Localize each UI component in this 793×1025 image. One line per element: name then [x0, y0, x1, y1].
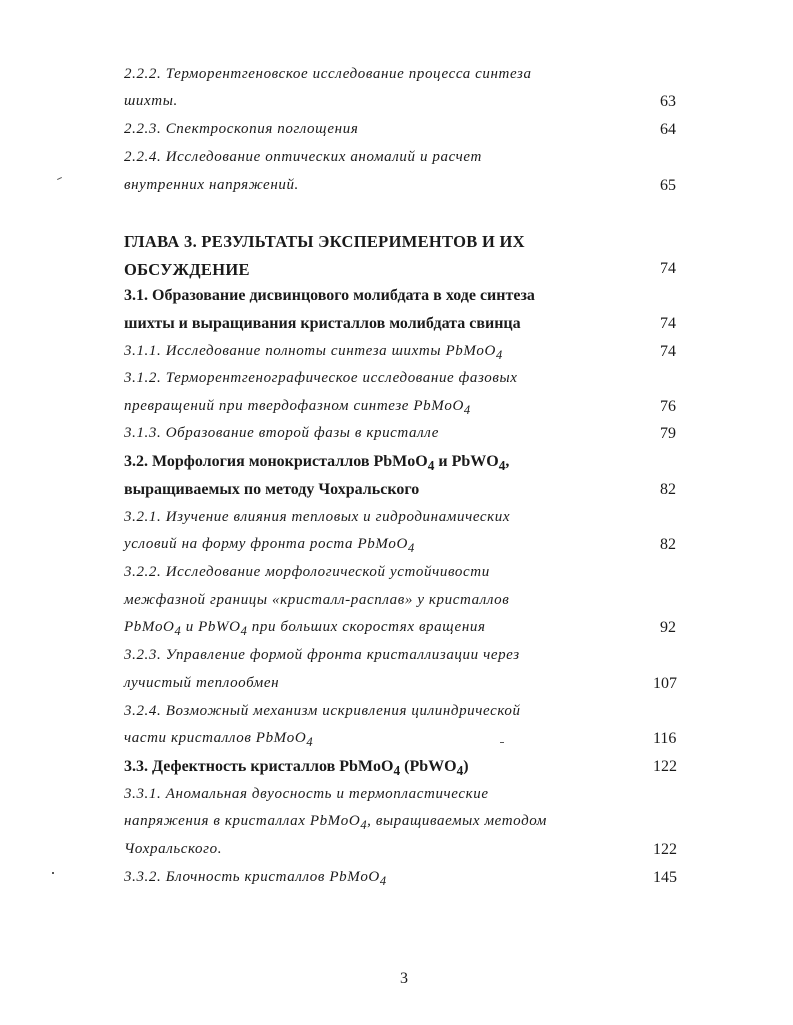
toc-entry-3-2-4-line1: 3.2.4. Возможный механизм искривления цилиндрической — [124, 703, 521, 719]
toc-entry-2-2-4-line2: внутренних напряжений. — [124, 177, 299, 193]
toc-page-3-2-3: 107 — [653, 675, 677, 692]
toc-chapter-3-line2: ОБСУЖДЕНИЕ — [124, 260, 250, 279]
toc-entry-3-2-3-line2: лучистый теплообмен — [124, 675, 280, 691]
toc-entry-3-2-1-line2: условий на форму фронта роста PbMoO$_4$ — [124, 536, 415, 555]
scan-speck — [500, 742, 504, 743]
toc-entry-2-2-2-line1: 2.2.2. Терморентгеновское исследование процесса синтеза — [124, 66, 532, 82]
toc-chapter-3-line1: ГЛАВА 3. РЕЗУЛЬТАТЫ ЭКСПЕРИМЕНТОВ И ИХ — [124, 232, 525, 251]
toc-entry-3-2-2-line1: 3.2.2. Исследование морфологической устойчивости — [124, 564, 490, 580]
toc-page-3-3-1: 122 — [653, 841, 677, 858]
toc-section-3-2-line1: 3.2. Морфология монокристаллов PbMoO$_4$ и PbWO$_4$, — [124, 453, 510, 474]
toc-page-2-2-4: 65 — [660, 177, 676, 194]
toc-entry-3-3-1-line3: Чохральского. — [124, 841, 223, 857]
toc-page-3-2-1: 82 — [660, 536, 676, 553]
toc-entry-3-2-1-line1: 3.2.1. Изучение влияния тепловых и гидродинамических — [124, 509, 511, 525]
toc-page-2-2-3: 64 — [660, 121, 676, 138]
toc-page-3-1: 74 — [660, 315, 676, 332]
scan-speck — [57, 177, 62, 180]
toc-entry-3-1-3: 3.1.3. Образование второй фазы в кристалле — [124, 425, 440, 441]
toc-entry-3-3-1-line2: напряжения в кристаллах PbMoO$_4$, выращиваемых методом — [124, 813, 547, 832]
toc-entry-3-1-2-line1: 3.1.2. Терморентгенографическое исследование фазовых — [124, 370, 518, 386]
toc-entry-3-2-3-line1: 3.2.3. Управление формой фронта кристаллизации через — [124, 647, 520, 663]
toc-section-3-1-line1: 3.1. Образование дисвинцового молибдата в ходе синтеза — [124, 287, 535, 304]
toc-page-3-3-2: 145 — [653, 869, 677, 886]
toc-entry-2-2-4-line1: 2.2.4. Исследование оптических аномалий и расчет — [124, 149, 482, 165]
toc-page-3-1-2: 76 — [660, 398, 676, 415]
page-number: 3 — [400, 970, 408, 987]
toc-entry-3-3-2: 3.3.2. Блочность кристаллов PbMoO$_4$ — [124, 869, 387, 888]
toc-section-3-3: 3.3. Дефектность кристаллов PbMoO$_4$ (PbWO$_4$) — [124, 758, 469, 779]
toc-entry-2-2-2-line2: шихты. — [124, 93, 178, 109]
toc-entry-3-2-2-line3: PbMoO$_4$ и PbWO$_4$ при больших скоростях вращения — [124, 619, 486, 638]
toc-page-3-2-4: 116 — [653, 730, 677, 747]
toc-section-3-2-line2: выращиваемых по методу Чохральского — [124, 481, 420, 498]
toc-page-3-2-2: 92 — [660, 619, 676, 636]
toc-page-3-2: 82 — [660, 481, 676, 498]
toc-section-3-1-line2: шихты и выращивания кристаллов молибдата свинца — [124, 315, 521, 332]
toc-page-2-2-2: 63 — [660, 93, 676, 110]
toc-entry-3-3-1-line1: 3.3.1. Аномальная двуосность и термопластические — [124, 786, 489, 802]
toc-entry-3-1-1: 3.1.1. Исследование полноты синтеза шихты PbMoO$_4$ — [124, 343, 503, 362]
toc-entry-3-2-2-line2: межфазной границы «кристалл-расплав» у кристаллов — [124, 592, 510, 608]
toc-entry-3-2-4-line2: части кристаллов PbMoO$_4$ — [124, 730, 314, 749]
toc-page-chapter-3: 74 — [660, 260, 676, 277]
toc-page-3-1-3: 79 — [660, 425, 676, 442]
toc-page-3-1-1: 74 — [660, 343, 676, 360]
scan-speck — [52, 872, 54, 874]
toc-entry-3-1-2-line2: превращений при твердофазном синтезе PbMoO$_4$ — [124, 398, 471, 417]
toc-page-3-3: 122 — [653, 758, 677, 775]
toc-entry-2-2-3: 2.2.3. Спектроскопия поглощения — [124, 121, 359, 137]
